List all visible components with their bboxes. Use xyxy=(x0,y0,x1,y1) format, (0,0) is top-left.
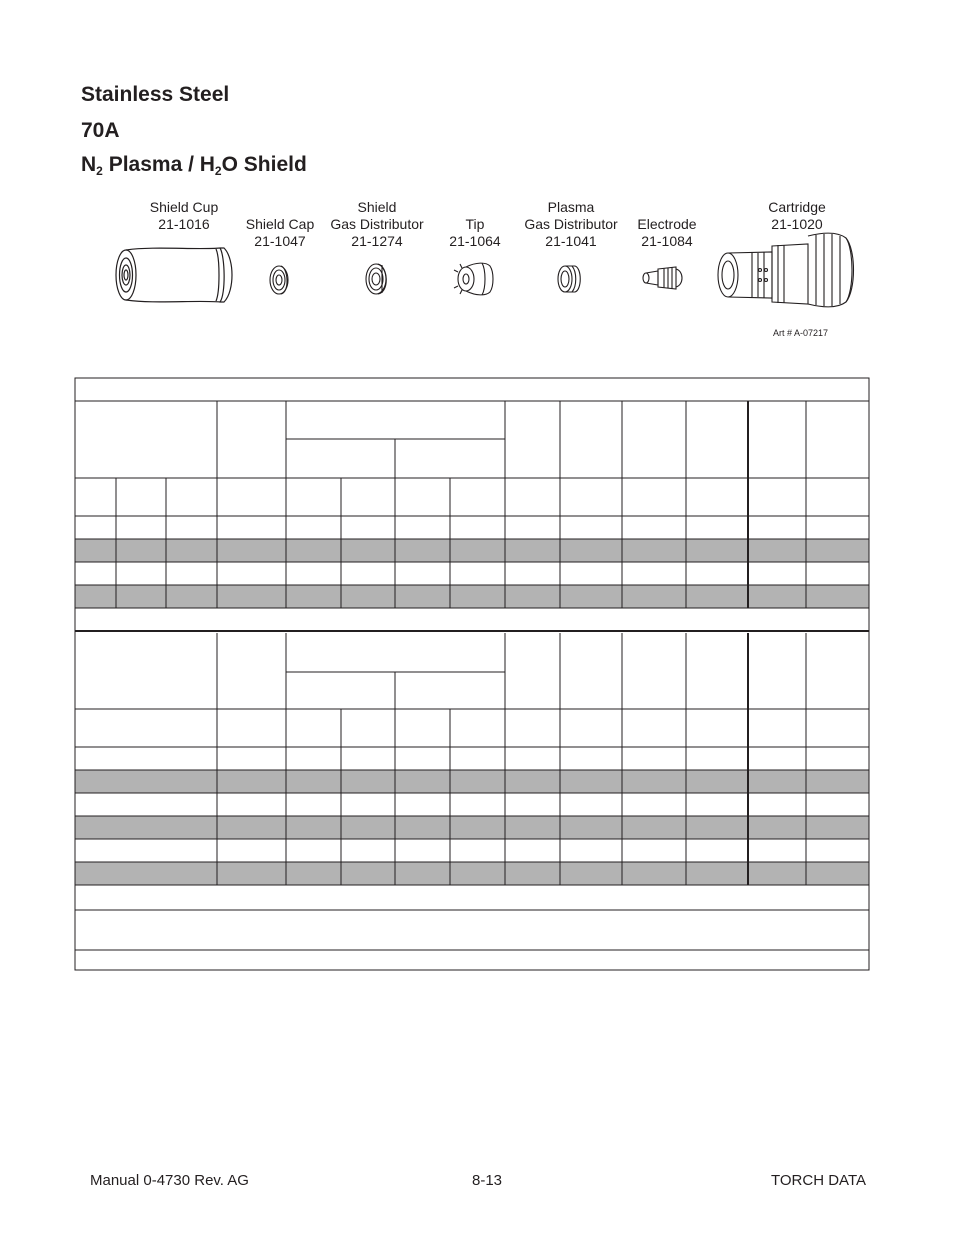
footer-section-name: TORCH DATA xyxy=(771,1172,867,1189)
part-name: Tip xyxy=(465,216,485,232)
part-name-line1: Shield xyxy=(357,199,397,215)
part-name-line1: Plasma xyxy=(547,199,595,215)
part-name: Cartridge xyxy=(768,199,826,215)
shaded-row xyxy=(75,862,869,885)
part-name: Electrode xyxy=(637,216,697,232)
part-number: 21-1274 xyxy=(351,233,403,249)
part-number: 21-1064 xyxy=(449,233,501,249)
part-name: Shield Cap xyxy=(245,216,315,232)
shaded-row xyxy=(75,539,869,562)
part-number: 21-1047 xyxy=(254,233,306,249)
part-name: Shield Cup xyxy=(149,199,219,215)
shaded-row xyxy=(75,816,869,839)
art-number: Art # A-07217 xyxy=(773,328,829,338)
footer-page-number: 8-13 xyxy=(472,1172,503,1189)
page-title-amperage: 70A xyxy=(81,119,120,142)
part-number: 21-1041 xyxy=(545,233,597,249)
part-name-line2: Gas Distributor xyxy=(524,216,618,232)
shaded-row xyxy=(75,585,869,608)
gas-n: N xyxy=(81,153,97,176)
part-name-line2: Gas Distributor xyxy=(330,216,424,232)
part-number: 21-1020 xyxy=(771,216,823,232)
gas-n-subscript: 2 xyxy=(96,164,103,178)
gas-h-subscript: 2 xyxy=(214,164,222,178)
page-title-material: Stainless Steel xyxy=(81,83,230,106)
footer-manual-number: Manual 0-4730 Rev. AG xyxy=(90,1172,249,1189)
shaded-row xyxy=(75,770,869,793)
part-number: 21-1016 xyxy=(158,216,210,232)
part-number: 21-1084 xyxy=(641,233,693,249)
gas-o-shield: O Shield xyxy=(221,153,307,176)
gas-h: Plasma / H xyxy=(102,153,215,176)
